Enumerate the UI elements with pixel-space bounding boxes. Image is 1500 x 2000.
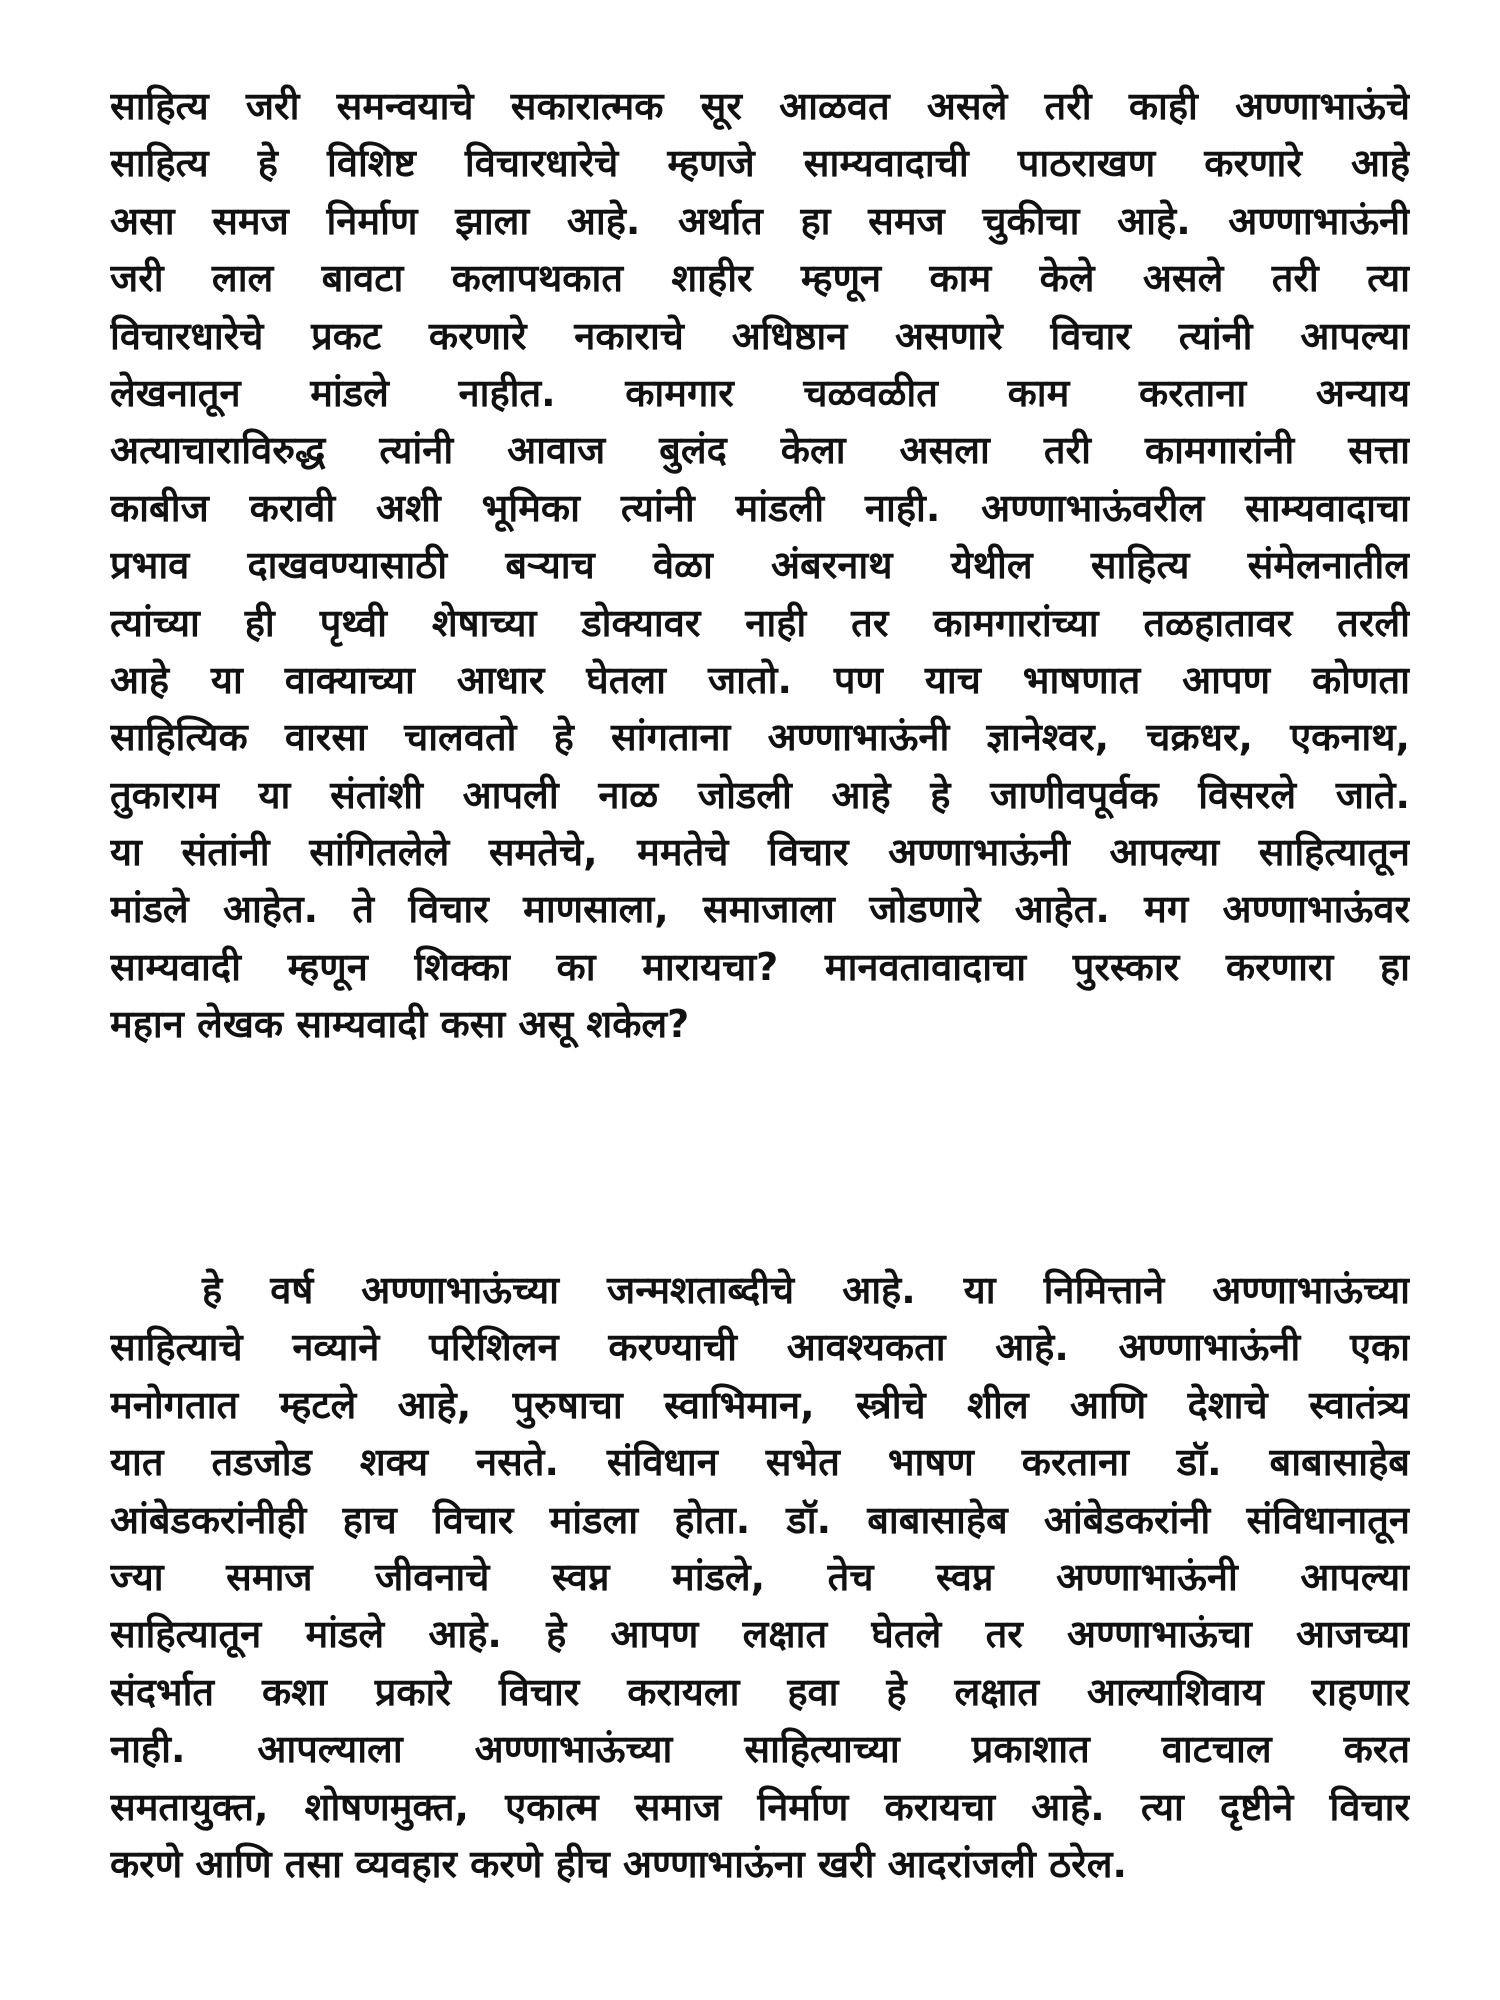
text-line: संदर्भात कशा प्रकारे विचार करायला हवा हे लक्षात आल्याशिवाय राहणार xyxy=(110,1669,1410,1714)
text-line: ज्या समाज जीवनाचे स्वप्न मांडले, तेच स्वप्न अण्णाभाऊंनी आपल्या xyxy=(110,1554,1410,1599)
text-line: असा समज निर्माण झाला आहे. अर्थात हा समज चुकीचा आहे. अण्णाभाऊंनी xyxy=(110,198,1410,243)
text-line: त्यांच्या ही पृथ्वी शेषाच्या डोक्यावर नाही तर कामगारांच्या तळहातावर तरली xyxy=(110,600,1410,645)
text-line: तुकाराम या संतांशी आपली नाळ जोडली आहे हे जाणीवपूर्वक विसरले जाते. xyxy=(110,772,1410,817)
text-line: या संतांनी सांगितलेले समतेचे, ममतेचे विचार अण्णाभाऊंनी आपल्या साहित्यातून xyxy=(110,830,1410,875)
text-line: समतायुक्त, शोषणमुक्त, एकात्म समाज निर्माण करायचा आहे. त्या दृष्टीने विचार xyxy=(110,1784,1410,1829)
paragraph-1 xyxy=(110,78,1410,1054)
text-line: साहित्य हे विशिष्ट विचारधारेचे म्हणजे साम्यवादाची पाठराखण करणारे आहे xyxy=(110,141,1410,186)
text-line: जरी लाल बावटा कलापथकात शाहीर म्हणून काम केले असले तरी त्या xyxy=(110,256,1410,301)
text-line: विचारधारेचे प्रकट करणारे नकाराचे अधिष्ठान असणारे विचार त्यांनी आपल्या xyxy=(110,313,1410,358)
text-line: मनोगतात म्हटले आहे, पुरुषाचा स्वाभिमान, स्त्रीचे शील आणि देशाचे स्वातंत्र्य xyxy=(110,1382,1410,1427)
text-line: साहित्यिक वारसा चालवतो हे सांगताना अण्णाभाऊंनी ज्ञानेश्वर, चक्रधर, एकनाथ, xyxy=(110,715,1410,760)
text-line: लेखनातून मांडले नाहीत. कामगार चळवळीत काम करताना अन्याय xyxy=(110,370,1410,415)
text-line: प्रभाव दाखवण्यासाठी बऱ्याच वेळा अंबरनाथ येथील साहित्य संमेलनातील xyxy=(110,543,1410,588)
text-line: अत्याचाराविरुद्ध त्यांनी आवाज बुलंद केला असला तरी कामगारांनी सत्ता xyxy=(110,428,1410,473)
text-line: महान लेखक साम्यवादी कसा असू शकेल? xyxy=(110,1002,690,1047)
text-line: आहे या वाक्याच्या आधार घेतला जातो. पण याच भाषणात आपण कोणता xyxy=(110,657,1410,702)
text-line: आंबेडकरांनीही हाच विचार मांडला होता. डॉ. बाबासाहेब आंबेडकरांनी संविधानातून xyxy=(110,1497,1410,1542)
text-line: हे वर्ष अण्णाभाऊंच्या जन्मशताब्दीचे आहे. या निमित्ताने अण्णाभाऊंच्या xyxy=(202,1268,1410,1312)
text-line: साहित्याचे नव्याने परिशिलन करण्याची आवश्यकता आहे. अण्णाभाऊंनी एका xyxy=(110,1325,1410,1370)
paragraph-2 xyxy=(110,1262,1410,1893)
text-line: मांडले आहेत. ते विचार माणसाला, समाजाला जोडणारे आहेत. मग अण्णाभाऊंवर xyxy=(110,887,1410,932)
text-line: करणे आणि तसा व्यवहार करणे हीच अण्णाभाऊंना खरी आदरांजली ठरेल. xyxy=(110,1841,1127,1886)
text-line: नाही. आपल्याला अण्णाभाऊंच्या साहित्याच्या प्रकाशात वाटचाल करत xyxy=(110,1727,1410,1772)
text-line: साहित्य जरी समन्वयाचे सकारात्मक सूर आळवत असले तरी काही अण्णाभाऊंचे xyxy=(110,84,1410,128)
text-line: साहित्यातून मांडले आहे. हे आपण लक्षात घेतले तर अण्णाभाऊंचा आजच्या xyxy=(110,1612,1410,1657)
text-line: काबीज करावी अशी भूमिका त्यांनी मांडली नाही. अण्णाभाऊंवरील साम्यवादाचा xyxy=(110,485,1410,530)
text-line: साम्यवादी म्हणून शिक्का का मारायचा? मानवतावादाचा पुरस्कार करणारा हा xyxy=(110,944,1410,989)
text-line: यात तडजोड शक्य नसते. संविधान सभेत भाषण करताना डॉ. बाबासाहेब xyxy=(110,1440,1410,1485)
